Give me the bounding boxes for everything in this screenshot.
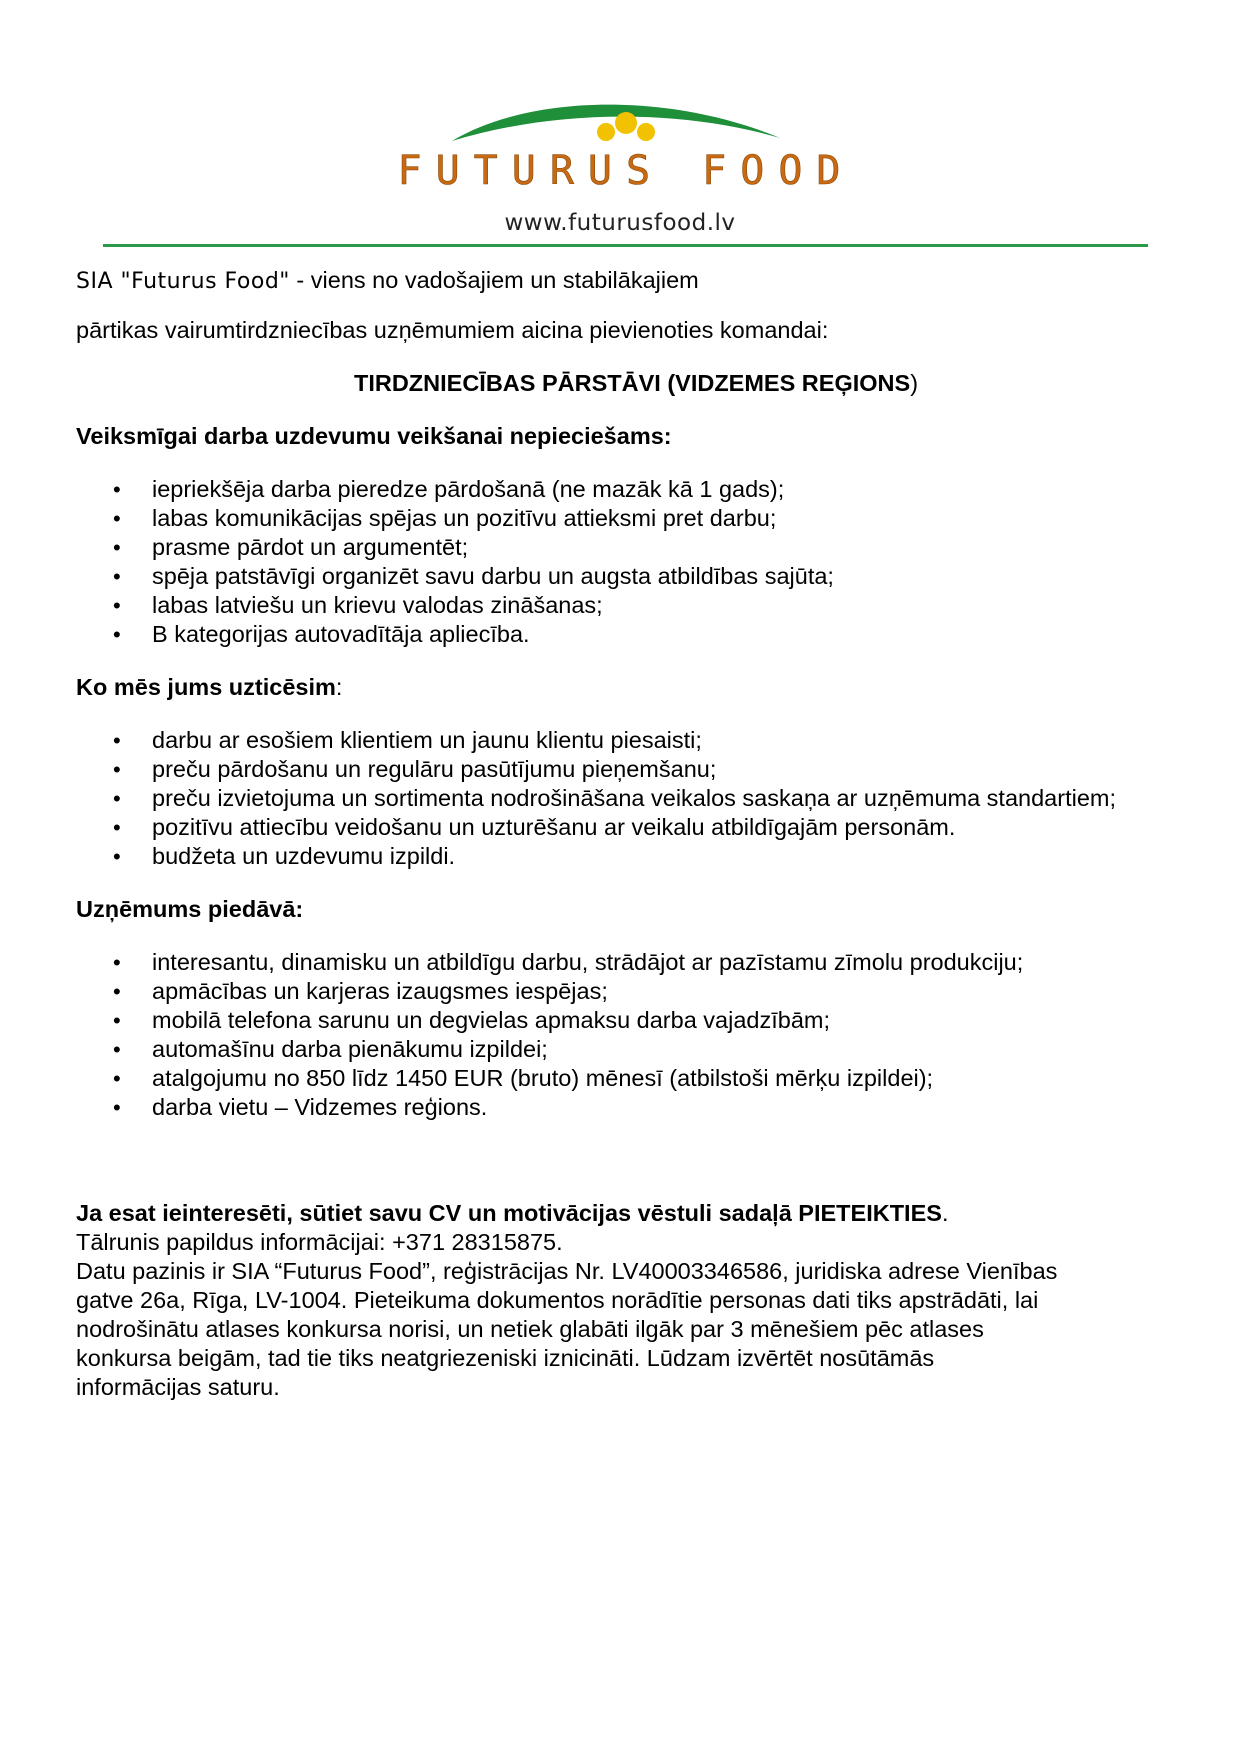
list-item: • automašīnu darba pienākumu izpildei;	[113, 1036, 548, 1062]
bullet-icon: •	[113, 535, 121, 560]
list-item: • preču pārdošanu un regulāru pasūtījumu pieņemšanu;	[113, 756, 717, 782]
offer-list	[76, 948, 1176, 1122]
bullet-icon: •	[113, 593, 121, 618]
list-item: • apmācības un karjeras izaugsmes iespējas;	[113, 978, 608, 1004]
offer-heading: Uzņēmums piedāvā:	[76, 896, 304, 922]
bullet-icon: •	[113, 815, 121, 840]
list-item: • interesantu, dinamisku un atbildīgu darbu, strādājot ar pazīstamu zīmolu produkciju;	[113, 949, 1024, 975]
position-title: TIRDZNIECĪBAS PĀRSTĀVI (VIDZEMES REĢIONS)	[353, 370, 919, 396]
bullet-icon: •	[113, 757, 121, 782]
bullet-icon: •	[113, 1095, 121, 1120]
list-item: • iepriekšēja darba pieredze pārdošanā (ne mazāk kā 1 gads);	[113, 476, 785, 502]
list-item: • darbu ar esošiem klientiem un jaunu klientu piesaisti;	[113, 727, 702, 753]
intro-line-1	[76, 266, 1176, 296]
bullet-icon: •	[113, 786, 121, 811]
duties-heading: Ko mēs jums uzticēsim:	[76, 674, 343, 700]
futurus-food-logo	[397, 100, 855, 200]
document-body	[76, 266, 1176, 1402]
bullet-icon: •	[113, 844, 121, 869]
list-item: • atalgojumu no 850 līdz 1450 EUR (bruto) mēnesī (atbilstoši mērķu izpildei);	[113, 1065, 934, 1091]
privacy-notice: Datu pazinis ir SIA “Futurus Food”, reģistrācijas Nr. LV40003346586, juridiska adrese Vienības gatve 26a, Rīga, LV-1004. Pieteikuma dokumentos norādītie personas dati tiks apstrādāti, lai nodrošinātu atlases konkursa norisi, un netiek glabāti ilgāk par 3 mēnešiem pēc atlases konkursa beigām, tad tie tiks neatgriezeniski iznicināti. Lūdzam izvērtēt nosūtāmās informācijas saturu.	[76, 1258, 1058, 1400]
contact-section	[76, 1199, 1176, 1402]
list-item: • prasme pārdot un argumentēt;	[113, 534, 469, 560]
list-item: • budžeta un uzdevumu izpildi.	[113, 843, 456, 869]
list-item: • preču izvietojuma un sortimenta nodrošināšana veikalos saskaņa ar uzņēmuma standartiem;	[113, 785, 1116, 811]
phone-line: Tālrunis papildus informācijai: +371 28315875.	[76, 1229, 563, 1255]
list-item: • darba vietu – Vidzemes reģions.	[113, 1094, 488, 1120]
list-item: • labas latviešu un krievu valodas zināšanas;	[113, 592, 603, 618]
apply-call-to-action: Ja esat ieinteresēti, sūtiet savu CV un motivācijas vēstuli sadaļā PIETEIKTIES.	[76, 1200, 949, 1226]
intro-line-1-text: - viens no vadošajiem un stabilākajiem	[289, 267, 699, 293]
bullet-icon: •	[113, 564, 121, 589]
list-item: • mobilā telefona sarunu un degvielas apmaksu darba vajadzībām;	[113, 1007, 831, 1033]
list-item: • pozitīvu attiecību veidošanu un uzturēšanu ar veikalu atbildīgajām personām.	[113, 814, 956, 840]
bullet-icon: •	[113, 728, 121, 753]
logo-text: FUTURUS FOOD	[397, 148, 855, 194]
bullet-icon: •	[113, 979, 121, 1004]
logo-graphic	[397, 100, 855, 200]
bullet-icon: •	[113, 1037, 121, 1062]
website-url[interactable]: www.futurusfood.lv	[504, 210, 736, 236]
bullet-icon: •	[113, 506, 121, 531]
list-item: • B kategorijas autovadītāja apliecība.	[113, 621, 530, 647]
list-item: • spēja patstāvīgi organizēt savu darbu un augsta atbildības sajūta;	[113, 563, 834, 589]
duties-list	[76, 726, 1176, 871]
requirements-list	[76, 475, 1176, 649]
intro-line-2: pārtikas vairumtirdzniecības uzņēmumiem aicina pievienoties komandai:	[76, 317, 829, 343]
bullet-icon: •	[113, 1008, 121, 1033]
requirements-heading: Veiksmīgai darba uzdevumu veikšanai nepieciešams:	[76, 423, 672, 449]
list-item: • labas komunikācijas spējas un pozitīvu attieksmi pret darbu;	[113, 505, 777, 531]
bullet-icon: •	[113, 477, 121, 502]
bullet-icon: •	[113, 950, 121, 975]
bullet-icon: •	[113, 1066, 121, 1091]
header-divider	[103, 244, 1148, 247]
bullet-icon: •	[113, 622, 121, 647]
company-name: SIA "Futurus Food"	[76, 269, 290, 294]
position-title-text: TIRDZNIECĪBAS PĀRSTĀVI (VIDZEMES REĢIONS	[353, 370, 911, 396]
